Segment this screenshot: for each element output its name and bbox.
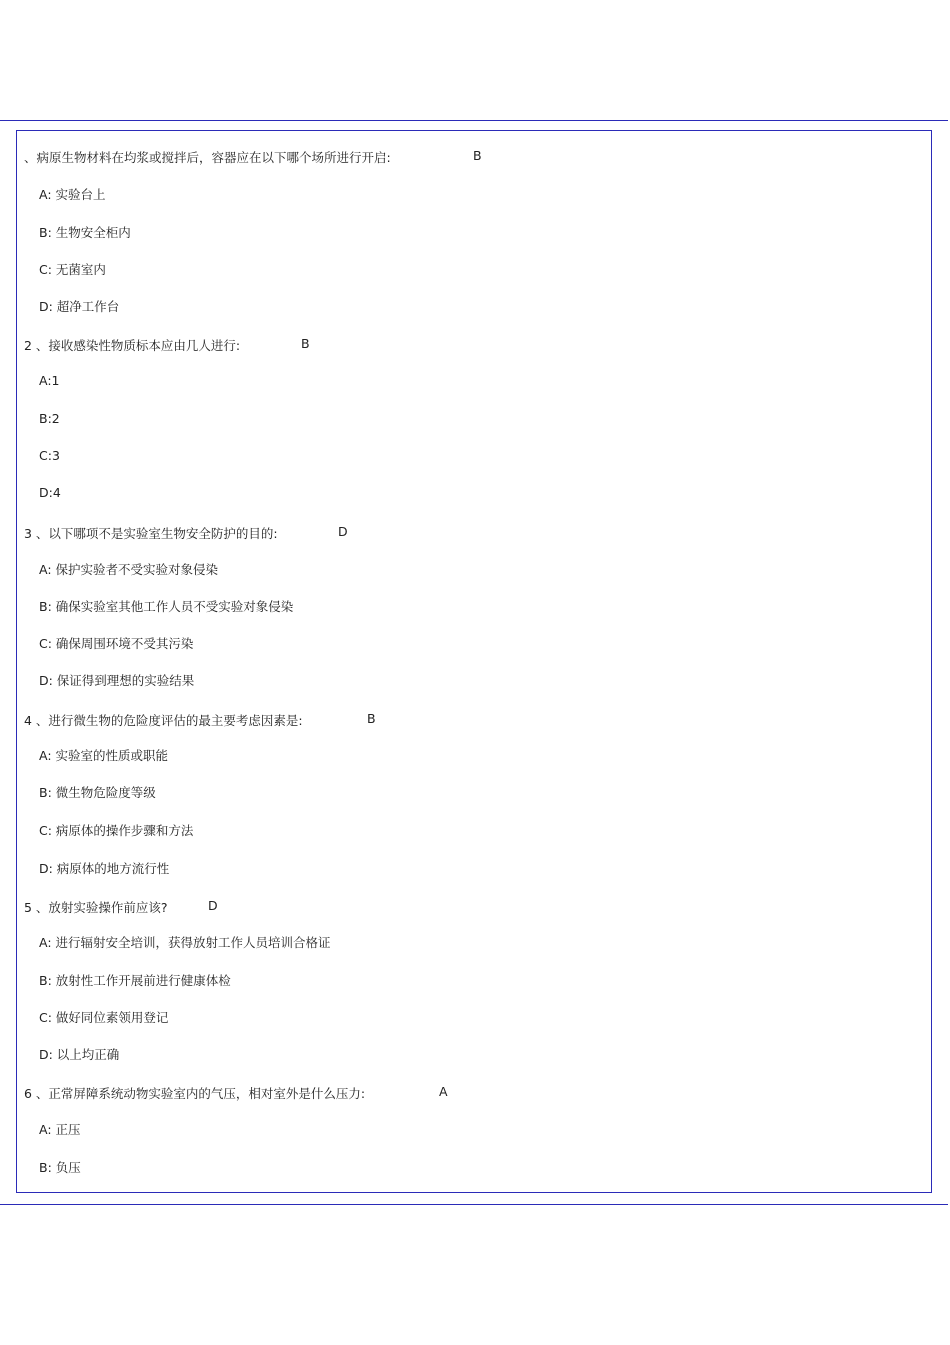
question-5-answer: D [208,898,218,913]
question-1-option-d: D: 超净工作台 [39,299,120,314]
question-6-option-a: A: 正压 [39,1122,81,1137]
question-5-option-b: B: 放射性工作开展前进行健康体检 [39,973,231,988]
question-1-option-b: B: 生物安全柜内 [39,225,131,240]
question-3-option-a: A: 保护实验者不受实验对象侵染 [39,562,219,577]
question-5-option-c: C: 做好同位素领用登记 [39,1010,169,1025]
question-2-option-d: D:4 [39,485,61,500]
question-4-option-c: C: 病原体的操作步骤和方法 [39,823,194,838]
question-3-option-d: D: 保证得到理想的实验结果 [39,673,195,688]
question-5-option-d: D: 以上均正确 [39,1047,120,1062]
question-4-text: 4 、进行微生物的危险度评估的最主要考虑因素是: [24,713,303,728]
question-2-answer: B [301,336,310,351]
question-1-answer: B [473,148,482,163]
question-5-text: 5 、放射实验操作前应该? [24,900,168,915]
question-4-answer: B [367,711,376,726]
question-6-text: 6 、正常屏障系统动物实验室内的气压，相对室外是什么压力: [24,1086,366,1101]
question-3-text: 3 、以下哪项不是实验室生物安全防护的目的: [24,526,278,541]
question-4-option-b: B: 微生物危险度等级 [39,785,156,800]
question-6-option-b: B: 负压 [39,1160,81,1175]
question-1-text: 、病原生物材料在均浆或搅拌后，容器应在以下哪个场所进行开启: [24,150,391,165]
bottom-rule [0,1204,948,1205]
question-3-option-b: B: 确保实验室其他工作人员不受实验对象侵染 [39,599,294,614]
top-rule [0,120,948,121]
question-1-option-c: C: 无菌室内 [39,262,106,277]
question-4-option-a: A: 实验室的性质或职能 [39,748,169,763]
question-1-option-a: A: 实验台上 [39,187,106,202]
question-2-option-b: B:2 [39,411,60,426]
question-3-option-c: C: 确保周围环境不受其污染 [39,636,194,651]
question-5-option-a: A: 进行辐射安全培训，获得放射工作人员培训合格证 [39,935,331,950]
question-6-answer: A [439,1084,448,1099]
question-2-text: 2 、接收感染性物质标本应由几人进行: [24,338,241,353]
question-2-option-c: C:3 [39,448,60,463]
question-4-option-d: D: 病原体的地方流行性 [39,861,170,876]
question-frame [16,130,932,1193]
question-2-option-a: A:1 [39,373,60,388]
question-3-answer: D [338,524,348,539]
